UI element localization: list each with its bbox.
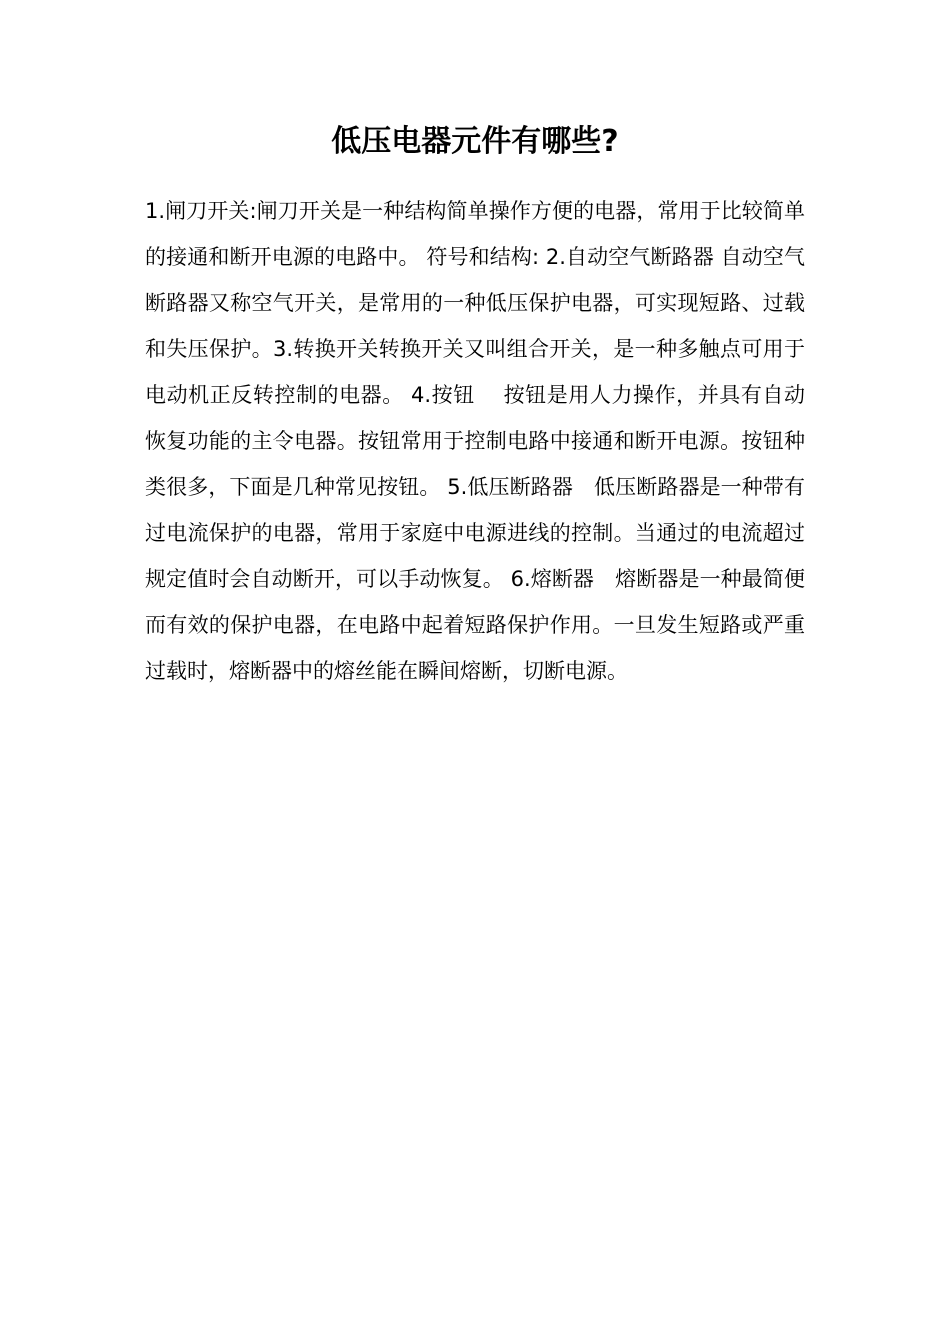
document-body-paragraph: 1.闸刀开关:闸刀开关是一种结构简单操作方便的电器，常用于比较简单的接通和断开电源的电路中。 符号和结构: 2.自动空气断路器 自动空气断路器又称空气开关，是常用的一种低压保护电器，可实现短路、过载和失压保护。3.转换开关转换开关又叫组合开关，是一种多触点可用于电动机正反转控制的电器。 4.按钮 按钮是用人力操作，并具有自动恢复功能的主令电器。按钮常用于控制电路中接通和断开电源。按钮种类很多，下面是几种常见按钮。 5.低压断路器 低压断路器是一种带有过电流保护的电器，常用于家庭中电源进线的控制。当通过的电流超过规定值时会自动断开，可以手动恢复。 6.熔断器 熔断器是一种最简便而有效的保护电器，在电路中起着短路保护作用。一旦发生短路或严重过载时，熔断器中的熔丝能在瞬间熔断，切断电源。 — [145, 199, 805, 683]
document-title: 低压电器元件有哪些? — [331, 124, 619, 159]
